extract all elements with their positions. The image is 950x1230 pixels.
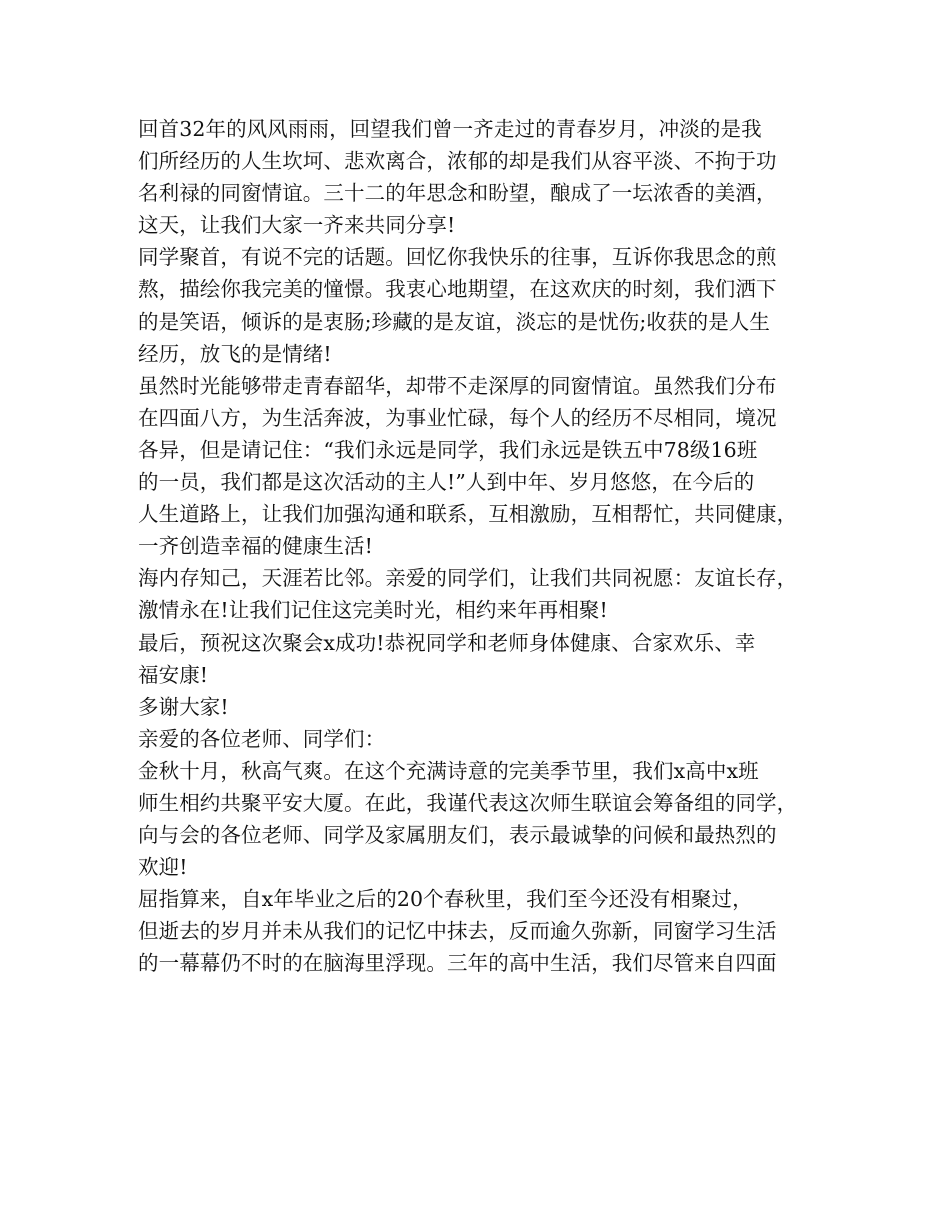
text-line: 同学聚首，有说不完的话题。回忆你我快乐的往事，互诉你我思念的煎 [138, 245, 777, 270]
text-line: 的一员，我们都是这次活动的主人!”人到中年、岁月悠悠，在今后的 [138, 470, 755, 495]
text-line: 多谢大家! [138, 694, 229, 719]
text-line: 们所经历的人生坎坷、悲欢离合，浓郁的却是我们从容平淡、不拘于功 [138, 149, 777, 174]
text-line: 最后，预祝这次聚会x成功!恭祝同学和老师身体健康、合家欢乐、幸 [138, 630, 756, 655]
text-line: 回首32年的风风雨雨，回望我们曾一齐走过的青春岁月，冲淡的是我 [138, 117, 762, 141]
text-line: 各异，但是请记住：“我们永远是同学，我们永远是铁五中78级16班 [138, 437, 758, 462]
text-line: 激情永在!让我们记住这完美时光，相约来年再相聚! [138, 598, 608, 623]
text-line: 的一幕幕仍不时的在脑海里浮现。三年的高中生活，我们尽管来自四面 [138, 951, 777, 976]
text-line: 熬，描绘你我完美的憧憬。我衷心地期望，在这欢庆的时刻，我们洒下 [138, 277, 777, 302]
text-line: 经历，放飞的是情绪! [138, 341, 332, 366]
text-line: 屈指算来，自x年毕业之后的20个春秋里，我们至今还没有相聚过， [138, 887, 753, 912]
text-line: 金秋十月，秋高气爽。在这个充满诗意的完美季节里，我们x高中x班 [138, 758, 759, 783]
text-line: 福安康! [138, 662, 209, 687]
text-line: 人生道路上，让我们加强沟通和联系，互相激励，互相帮忙，共同健康， [138, 502, 798, 527]
text-line: 欢迎! [138, 855, 188, 880]
text-line: 向与会的各位老师、同学及家属朋友们，表示最诚挚的问候和最热烈的 [138, 823, 777, 848]
text-line: 名利禄的同窗情谊。三十二的年思念和盼望，酿成了一坛浓香的美酒， [138, 181, 777, 206]
document-body [138, 113, 838, 980]
text-line: 海内存知己，天涯若比邻。亲爱的同学们，让我们共同祝愿：友谊长存， [138, 566, 798, 591]
text-line: 亲爱的各位老师、同学们： [138, 726, 386, 751]
text-line: 这天，让我们大家一齐来共同分享! [138, 213, 456, 238]
text-line: 师生相约共聚平安大厦。在此，我谨代表这次师生联谊会筹备组的同学， [138, 790, 798, 815]
text-line: 虽然时光能够带走青春韶华，却带不走深厚的同窗情谊。虽然我们分布 [138, 373, 777, 398]
text-line: 但逝去的岁月并未从我们的记忆中抹去，反而逾久弥新，同窗学习生活 [138, 919, 777, 944]
text-line: 一齐创造幸福的健康生活! [138, 534, 373, 559]
text-line: 的是笑语，倾诉的是衷肠;珍藏的是友谊，淡忘的是忧伤;收获的是人生 [138, 309, 771, 334]
text-line: 在四面八方，为生活奔波，为事业忙碌，每个人的经历不尽相同，境况 [138, 405, 777, 430]
